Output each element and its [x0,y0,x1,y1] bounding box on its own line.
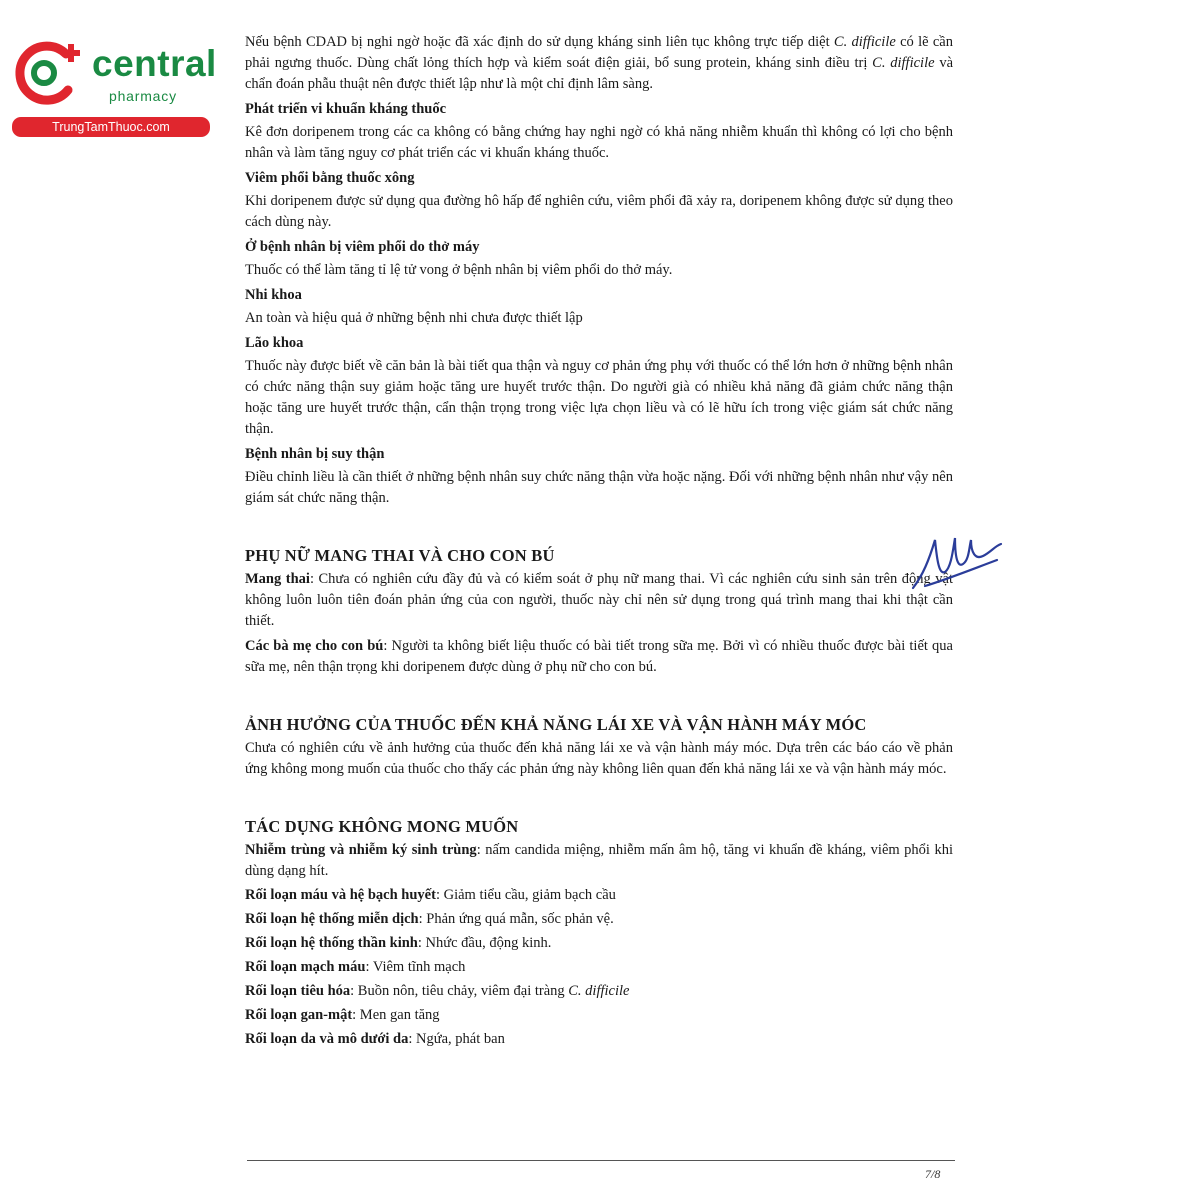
pregnancy-text: Mang thai: Chưa có nghiên cứu đầy đủ và có kiểm soát ở phụ nữ mang thai. Vì các nghiên cứu sinh sản trên động vật không luôn luôn tiên đoán phản ứng của con người, thuốc này chỉ nên sử dụng trong quá trình mang thai khi thật cần thiết. [245,571,953,629]
adverse-item: Rối loạn tiêu hóa: Buồn nôn, tiêu chảy, viêm đại tràng C. difficile [245,983,630,999]
logo-subtitle: pharmacy [109,88,177,104]
driving-text: Chưa có nghiên cứu về ảnh hưởng của thuốc đến khả năng lái xe và vận hành máy móc. Dựa trên các báo cáo về phản ứng không mong muốn của thuốc cho thấy các phản ứng này không liên quan đến khả năng lái xe và vận hành máy móc. [245,740,953,777]
pregnancy-section-heading: PHỤ NỮ MANG THAI VÀ CHO CON BÚ [245,546,555,565]
logo-brand-name: central [92,43,217,84]
renal-text: Điều chỉnh liều là cần thiết ở những bệnh nhân suy chức năng thận vừa hoặc nặng. Đối với những bệnh nhân như vậy nên giám sát chức năng thận. [245,469,953,506]
resistance-text: Kê đơn doripenem trong các ca không có bằng chứng hay nghi ngờ có khả năng nhiễm khuẩn thì không có lợi cho bệnh nhân và làm tăng nguy cơ phát triển các vi khuẩn kháng thuốc. [245,124,953,161]
adverse-item: Rối loạn gan-mật: Men gan tăng [245,1007,440,1023]
inhalation-text: Khi doripenem được sử dụng qua đường hô hấp để nghiên cứu, viêm phổi đã xảy ra, doripenem không được sử dụng theo cách dùng này. [245,193,953,230]
ventilator-text: Thuốc có thể làm tăng tỉ lệ tử vong ở bệnh nhân bị viêm phổi do thở máy. [245,262,673,278]
adverse-item: Rối loạn hệ thống thần kinh: Nhức đầu, động kinh. [245,935,552,951]
adverse-item: Rối loạn da và mô dưới da: Ngứa, phát ban [245,1031,505,1047]
renal-heading: Bệnh nhân bị suy thận [245,446,385,462]
document-body [245,32,953,1050]
footer-divider [247,1160,955,1161]
central-pharmacy-logo-icon [10,32,90,112]
adverse-item: Rối loạn máu và hệ bạch huyết: Giảm tiểu cầu, giảm bạch cầu [245,887,616,903]
lactation-text: Các bà mẹ cho con bú: Người ta không biết liệu thuốc có bài tiết trong sữa mẹ. Bởi vì có nhiều thuốc được bài tiết qua sữa mẹ, nên thận trọng khi doripenem được dùng ở phụ nữ cho con bú. [245,638,953,675]
pediatrics-heading: Nhi khoa [245,287,302,303]
geriatrics-heading: Lão khoa [245,335,304,351]
adverse-item: Nhiễm trùng và nhiễm ký sinh trùng: nấm candida miệng, nhiễm mấn âm hộ, tăng vi khuẩn đề kháng, viêm phổi khi dùng dạng hít. [245,842,953,879]
page-number: 7/8 [925,1167,941,1181]
cdad-paragraph: Nếu bệnh CDAD bị nghi ngờ hoặc đã xác định do sử dụng kháng sinh liên tục không trực tiếp diệt C. difficile có lẽ cần phải ngưng thuốc. Dùng chất lỏng thích hợp và kiểm soát điện giải, bổ sung protein, kháng sinh điều trị C. difficile và chẩn đoán phẫu thuật nên được thiết lập như là một chỉ định lâm sàng. [245,34,954,92]
adverse-item: Rối loạn mạch máu: Viêm tĩnh mạch [245,959,466,975]
logo-url-badge: TrungTamThuoc.com [12,117,210,137]
adverse-item: Rối loạn hệ thống miễn dịch: Phản ứng quá mẫn, sốc phản vệ. [245,911,614,927]
signature-icon [905,520,1005,600]
inhalation-heading: Viêm phổi bằng thuốc xông [245,170,415,186]
adverse-section-heading: TÁC DỤNG KHÔNG MONG MUỐN [245,817,519,836]
pediatrics-text: An toàn và hiệu quả ở những bệnh nhi chưa được thiết lập [245,310,583,326]
driving-section-heading: ẢNH HƯỞNG CỦA THUỐC ĐẾN KHẢ NĂNG LÁI XE VÀ VẬN HÀNH MÁY MÓC [245,715,867,734]
brand-logo [10,32,215,137]
ventilator-heading: Ở bệnh nhân bị viêm phổi do thở máy [245,239,480,255]
resistance-heading: Phát triển vi khuẩn kháng thuốc [245,101,447,117]
geriatrics-text: Thuốc này được biết về căn bản là bài tiết qua thận và nguy cơ phản ứng phụ với thuốc có thể lớn hơn ở những bệnh nhân có chức năng thận suy giảm hoặc tăng ure huyết trước thận. Do người già có nhiều khả năng đã giảm chức năng thận hoặc tăng ure huyết trước thận, cẩn thận trọng trong việc lựa chọn liều và có lẽ hữu ích trong việc giám sát chức năng thận. [245,358,953,437]
